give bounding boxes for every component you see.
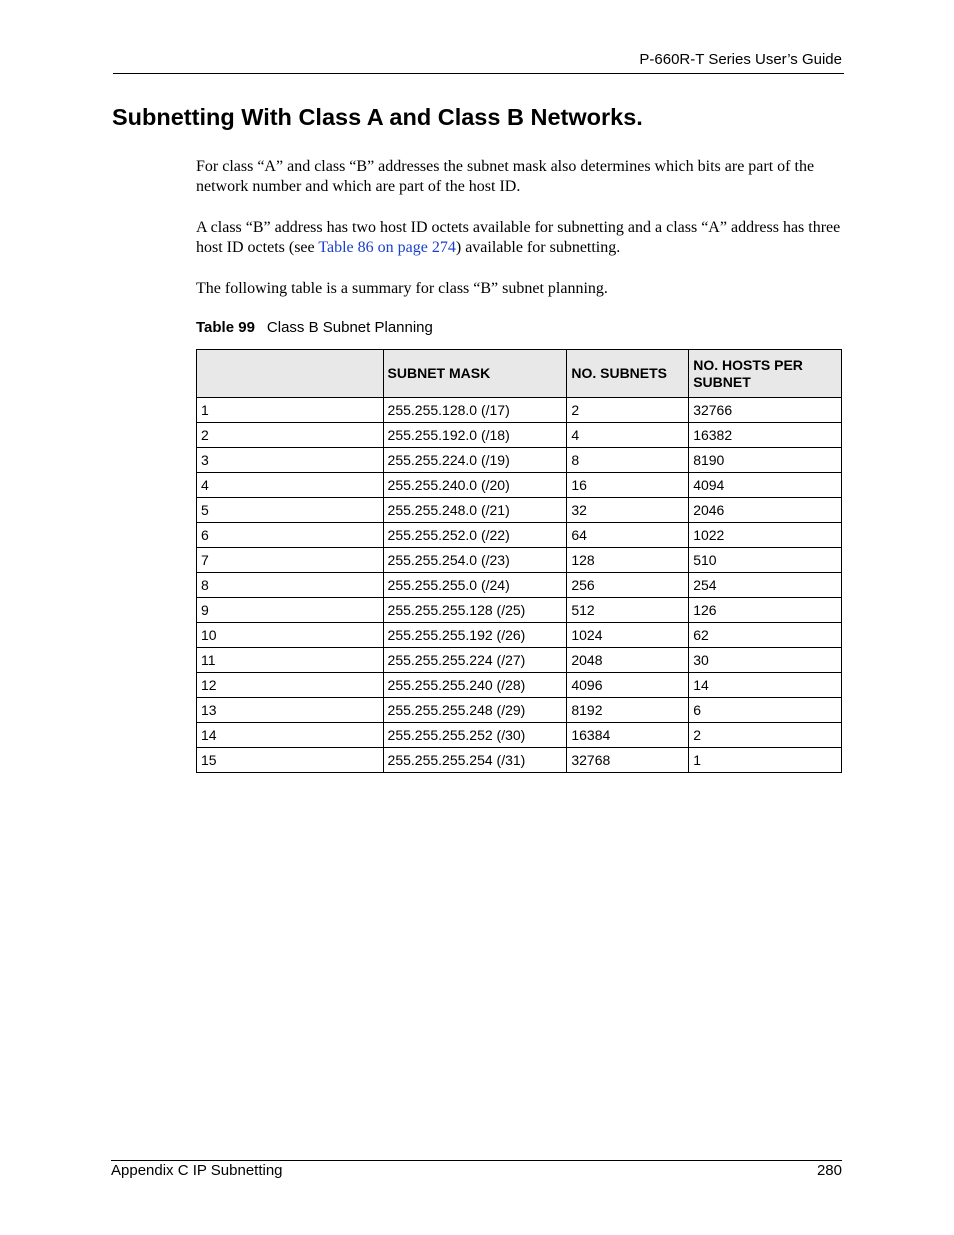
cell-hosts-per-subnet: 32766: [689, 398, 842, 423]
cell-subnet-mask: 255.255.255.128 (/25): [383, 598, 567, 623]
cell-hosts-per-subnet: 30: [689, 648, 842, 673]
table-caption-label: Table 99: [196, 319, 255, 336]
cell-hosts-per-subnet: 510: [689, 548, 842, 573]
cell-no-subnets: 8192: [567, 698, 689, 723]
cell-hosts-per-subnet: 2046: [689, 498, 842, 523]
header-cell-subnet-mask: SUBNET MASK: [383, 350, 567, 398]
cell-hosts-per-subnet: 4094: [689, 473, 842, 498]
cell-index: 9: [197, 598, 384, 623]
cell-index: 8: [197, 573, 384, 598]
cell-subnet-mask: 255.255.252.0 (/22): [383, 523, 567, 548]
cell-no-subnets: 32768: [567, 748, 689, 773]
header-cell-hosts-per-subnet: NO. HOSTS PER SUBNET: [689, 350, 842, 398]
cell-index: 5: [197, 498, 384, 523]
cell-no-subnets: 128: [567, 548, 689, 573]
paragraph-text-start: A class “B” address has two host ID octets available for subnetting and a class “A” address has three host ID octets (see: [196, 219, 841, 256]
section-title: Subnetting With Class A and Class B Networks.: [112, 104, 643, 130]
table-caption-text: Class B Subnet Planning: [266, 319, 433, 336]
cell-hosts-per-subnet: 14: [689, 673, 842, 698]
footer-section-label: Appendix C IP Subnetting: [111, 1162, 283, 1179]
cell-no-subnets: 32: [567, 498, 689, 523]
cell-no-subnets: 4096: [567, 673, 689, 698]
table-row: [197, 673, 842, 698]
paragraph-class-bits: For class “A” and class “B” addresses the subnet mask also determines which bits are part of the network number and which are part of the host ID.: [196, 158, 815, 195]
cell-subnet-mask: 255.255.255.192 (/26): [383, 623, 567, 648]
cell-subnet-mask: 255.255.254.0 (/23): [383, 548, 567, 573]
cell-subnet-mask: 255.255.255.254 (/31): [383, 748, 567, 773]
cell-index: 14: [197, 723, 384, 748]
cell-index: 15: [197, 748, 384, 773]
table-row: [197, 573, 842, 598]
cell-no-subnets: 64: [567, 523, 689, 548]
table-row: [197, 648, 842, 673]
cell-no-subnets: 1024: [567, 623, 689, 648]
cell-index: 13: [197, 698, 384, 723]
cell-index: 11: [197, 648, 384, 673]
table-header-row: [197, 350, 842, 398]
table-row: [197, 523, 842, 548]
paragraph-host-octets: [196, 218, 844, 258]
cell-subnet-mask: 255.255.240.0 (/20): [383, 473, 567, 498]
cell-subnet-mask: 255.255.224.0 (/19): [383, 448, 567, 473]
cell-index: 2: [197, 423, 384, 448]
cell-no-subnets: 16: [567, 473, 689, 498]
cell-subnet-mask: 255.255.128.0 (/17): [383, 398, 567, 423]
cell-index: 7: [197, 548, 384, 573]
table-row: [197, 498, 842, 523]
cell-hosts-per-subnet: 2: [689, 723, 842, 748]
cell-subnet-mask: 255.255.255.224 (/27): [383, 648, 567, 673]
table-row: [197, 473, 842, 498]
cell-no-subnets: 16384: [567, 723, 689, 748]
footer-divider: [111, 1160, 842, 1161]
cell-subnet-mask: 255.255.255.240 (/28): [383, 673, 567, 698]
running-header-guide-title: P-660R-T Series User’s Guide: [639, 51, 842, 68]
cell-hosts-per-subnet: 254: [689, 573, 842, 598]
cell-index: 6: [197, 523, 384, 548]
cell-subnet-mask: 255.255.255.252 (/30): [383, 723, 567, 748]
cell-no-subnets: 512: [567, 598, 689, 623]
table-row: [197, 398, 842, 423]
cell-no-subnets: 2: [567, 398, 689, 423]
cell-hosts-per-subnet: 126: [689, 598, 842, 623]
table-row: [197, 423, 842, 448]
class-b-subnet-table: [196, 349, 842, 773]
cell-index: 3: [197, 448, 384, 473]
footer-page-number: 280: [816, 1162, 842, 1179]
table-row: [197, 448, 842, 473]
cell-hosts-per-subnet: 16382: [689, 423, 842, 448]
cell-hosts-per-subnet: 8190: [689, 448, 842, 473]
table-row: [197, 748, 842, 773]
cell-no-subnets: 2048: [567, 648, 689, 673]
header-cell-index: [197, 350, 384, 398]
cell-hosts-per-subnet: 1: [689, 748, 842, 773]
cell-index: 12: [197, 673, 384, 698]
cell-subnet-mask: 255.255.255.248 (/29): [383, 698, 567, 723]
cell-subnet-mask: 255.255.192.0 (/18): [383, 423, 567, 448]
cell-hosts-per-subnet: 62: [689, 623, 842, 648]
cell-index: 4: [197, 473, 384, 498]
cell-hosts-per-subnet: 6: [689, 698, 842, 723]
table-row: [197, 698, 842, 723]
table-row: [197, 623, 842, 648]
table-row: [197, 598, 842, 623]
cell-no-subnets: 4: [567, 423, 689, 448]
paragraph-table-intro: The following table is a summary for class “B” subnet planning.: [196, 280, 608, 297]
table-86-cross-reference-link[interactable]: Table 86 on page 274: [318, 239, 456, 256]
cell-subnet-mask: 255.255.255.0 (/24): [383, 573, 567, 598]
paragraph-text-end: ) available for subnetting.: [455, 239, 621, 256]
table-caption: [196, 319, 433, 336]
table-row: [197, 723, 842, 748]
header-divider: [113, 73, 844, 74]
cell-no-subnets: 8: [567, 448, 689, 473]
cell-index: 1: [197, 398, 384, 423]
cell-hosts-per-subnet: 1022: [689, 523, 842, 548]
cell-no-subnets: 256: [567, 573, 689, 598]
table-row: [197, 548, 842, 573]
header-cell-no-subnets: NO. SUBNETS: [567, 350, 689, 398]
cell-subnet-mask: 255.255.248.0 (/21): [383, 498, 567, 523]
cell-index: 10: [197, 623, 384, 648]
table-body: [197, 398, 842, 773]
